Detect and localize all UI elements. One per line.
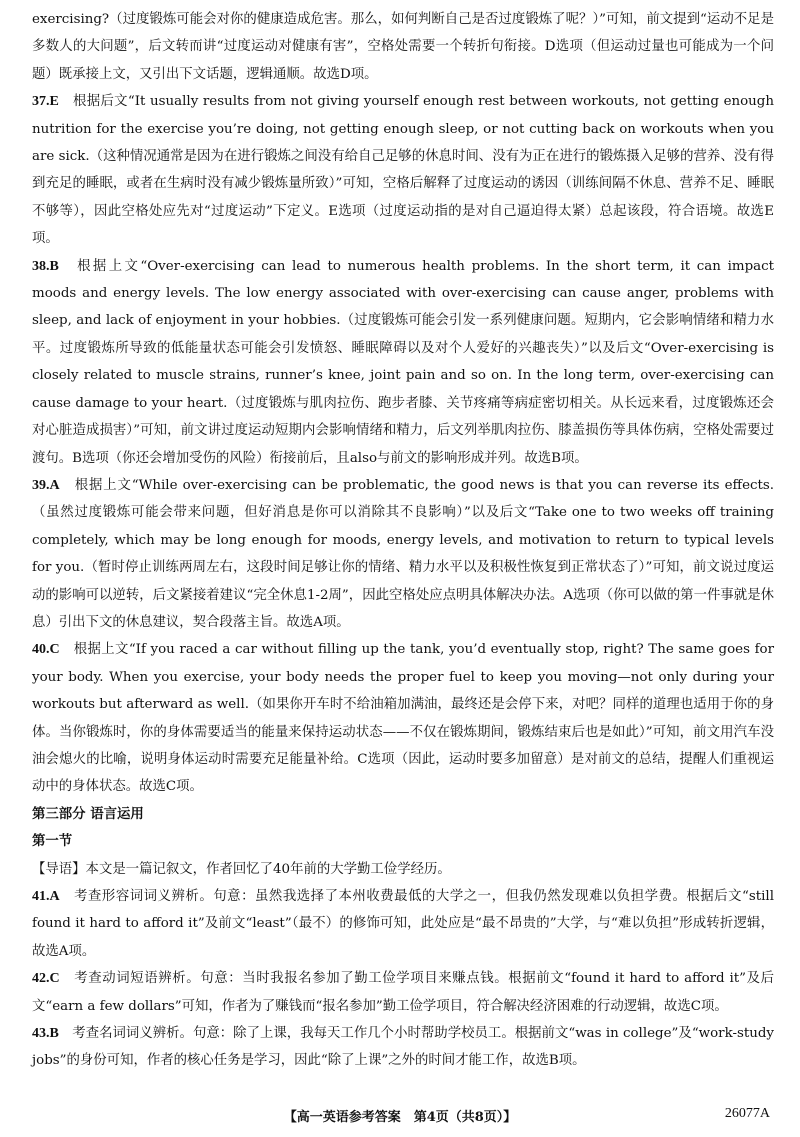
page-footer <box>0 1106 800 1130</box>
answer-40 <box>32 636 774 800</box>
explanation-text: 考查动词短语辨析。句意：当时我报名参加了勤工俭学项目来赚点钱。根据前文“found it hard to afford it”及后文“earn a few dollars”可知，作者为了赚钱而“报名参加”勤工俭学项目，符合解决经济困难的行动逻辑，故选C项。 <box>32 971 775 1014</box>
explanation-text: 考查名词词义辨析。句意：除了上课，我每天工作几个小时帮助学校员工。根据前文“was in college”及“work-study jobs”的身份可知，作者的核心任务是学习，因此“除了上课”之外的时间才能工作，故选B项。 <box>32 1026 775 1069</box>
answer-letter: C <box>49 642 60 658</box>
section-heading: 第三部分 语言运用 <box>32 805 144 822</box>
intro-text: 【导语】本文是一篇记叙文，作者回忆了40年前的大学勤工俭学经历。 <box>32 861 451 877</box>
answer-39 <box>32 472 774 636</box>
paragraph-text: exercising?（过度锻炼可能会对你的健康造成危害。那么，如何判断自己是否过度锻炼了呢？）”可知，前文提到“运动不足是多数人的大问题”，后文转而讲“过度运动对健康有害”，空格处需要一个转折句衔接。D选项（但运动过量也可能成为一个问题）既承接上文，又引出下文话题，逻辑通顺。故选D项。 <box>32 12 774 82</box>
answer-letter: A <box>49 477 60 493</box>
question-number: 37. <box>32 94 50 110</box>
question-number: 38. <box>32 258 50 274</box>
footer-title: 【高一英语参考答案 第4页（共8页）】 <box>283 1110 517 1125</box>
answer-41 <box>32 883 774 965</box>
intro-paragraph <box>32 856 774 883</box>
document-code: 26077A <box>724 1106 770 1121</box>
answer-content <box>32 6 774 1075</box>
answer-letter: B <box>49 258 59 274</box>
explanation-text: 根据后文“It usually results from not giving yourself enough rest between workouts, not getting enough nutrition for the exercise you’re doing, not getting enough sleep, or not cutting back on workouts when you are sick.（这种情况通常是因为在进行锻炼之间没有给自己足够的休息时间、没有为正在进行的锻炼摄入足够的营养、没有得到充足的睡眠，或者在生病时没有减少锻炼量所致）”可知，空格后解释了过度运动的诱因（训练间隔不休息、营养不足、睡眠不够等），因此空格处应先对“过度运动”下定义。E选项（过度运动指的是对自己逼迫得太紧）总起该段，符合语境。故选E项。 <box>32 94 775 247</box>
answer-43 <box>32 1020 774 1075</box>
answer-38 <box>32 253 774 472</box>
answer-37 <box>32 88 774 252</box>
answer-letter: B <box>49 1026 59 1042</box>
paragraph-36-continued <box>32 6 774 88</box>
question-number: 40. <box>32 642 50 658</box>
answer-42 <box>32 965 774 1020</box>
explanation-text: 根据上文“Over-exercising can lead to numerous health problems. In the short term, it can impact moods and energy levels. The low energy associated with over-exercising can cause anger, problems with sleep, and lack of enjoyment in your hobbies.（过度锻炼可能会引发一系列健康问题。短期内，它会影响情绪和精力水平。过度锻炼所导致的低能量状态可能会引发愤怒、睡眠障碍以及对个人爱好的兴趣丧失）”以及后文“Over-exercising is closely related to muscle strains, runner’s knee, joint pain and so on. In the long term, over-exercising can cause damage to your heart.（过度锻炼与肌肉拉伤、跑步者膝、关节疼痛等病症密切相关。从长远来看，过度锻炼还会对心脏造成损害）”可知，前文讲过度运动短期内会影响情绪和精力，后文列举肌肉拉伤、膝盖损伤等具体伤病，空格处需要过渡句。B选项（你还会增加受伤的风险）衔接前后，且also与前文的影响形成并列。故选B项。 <box>32 258 775 466</box>
answer-letter: A <box>49 889 60 904</box>
explanation-text: 根据上文“If you raced a car without filling up the tank, you’d eventually stop, right? The same goes for your body. When you exercise, your body needs the proper fuel to keep you moving—not only during your workouts but afterward as well.（如果你开车时不给油箱加满油，最终还是会停下来，对吧？同样的道理也适用于你的身体。当你锻炼时，你的身体需要适当的能量来保持运动状态——不仅在锻炼期间，锻炼结束后也是如此）”可知，前文用汽车没油会熄火的比喻，说明身体运动时需要充足能量补给。C选项（因此，运动时要多加留意）是对前文的总结，提醒人们重视运动中的身体状态。故选C项。 <box>32 642 774 795</box>
subsection-heading: 第一节 <box>32 833 73 850</box>
answer-letter: C <box>49 971 60 987</box>
question-number: 43. <box>32 1026 50 1042</box>
question-number: 42. <box>32 971 50 987</box>
explanation-text: 考查形容词词义辨析。句意：虽然我选择了本州收费最低的大学之一，但我仍然发现难以负担学费。根据后文“still found it hard to afford it”及前文“least”（最不）的修饰可知，此处应是“最不昂贵的”大学，与“难以负担”形成转折逻辑，故选A项。 <box>32 889 775 959</box>
answer-letter: E <box>49 94 59 110</box>
question-number: 39. <box>32 477 50 493</box>
question-number: 41. <box>32 889 50 904</box>
explanation-text: 根据上文“While over-exercising can be problematic, the good news is that you can reverse its effects.（虽然过度锻炼可能会带来问题，但好消息是你可以消除其不良影响）”以及后文“Take one to two weeks off training completely, which may be long enough for moods, energy levels, and motivation to return to typical levels for you.（暂时停止训练两周左右，这段时间足够让你的情绪、精力水平以及积极性恢复到正常状态了）”可知，前文说过度运动的影响可以逆转，后文紧接着建议“完全休息1-2周”，因此空格处应点明具体解决办法。A选项（你可以做的第一件事就是休息）引出下文的休息建议，契合段落主旨。故选A项。 <box>32 477 775 630</box>
